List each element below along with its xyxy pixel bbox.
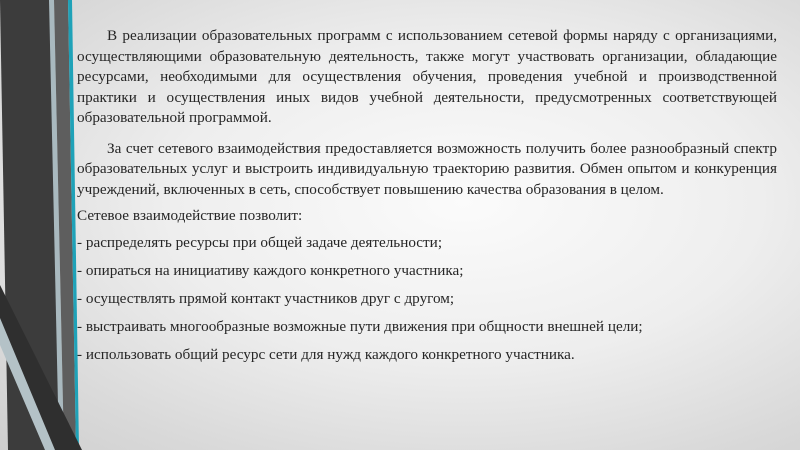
list-item: - опираться на инициативу каждого конкретного участника; [77, 261, 464, 279]
list-item: - осуществлять прямой контакт участников друг с другом; [77, 289, 455, 307]
paragraph-network-benefits: За счет сетевого взаимодействия предоставляется возможность получить более разнообразный спектр образовательных услуг и выстроить индивидуальную траекторию развития. Обмен опытом и конкуренция учреждений, включенных в сеть, способствует повышению качества образования в целом. [77, 139, 777, 198]
list-item: - выстраивать многообразные возможные пути движения при общности внешней цели; [77, 318, 643, 336]
list-item: - распределять ресурсы при общей задаче деятельности; [77, 233, 443, 251]
paragraph-network-programs: В реализации образовательных программ с использованием сетевой формы наряду с организациями, осуществляющими образовательную деятельность, также могут участвовать организации, обладающие ресурсами, необходимыми для осуществления обучения, проведения учебной и производственной практики и осуществления иных видов учебной деятельности, предусмотренных соответствующей образовательной программой. [77, 27, 777, 126]
list-intro: Сетевое взаимодействие позволит: [77, 207, 303, 224]
list-item: - использовать общий ресурс сети для нужд каждого конкретного участника. [77, 346, 575, 364]
benefits-list [77, 233, 777, 366]
slide-body [77, 26, 777, 373]
